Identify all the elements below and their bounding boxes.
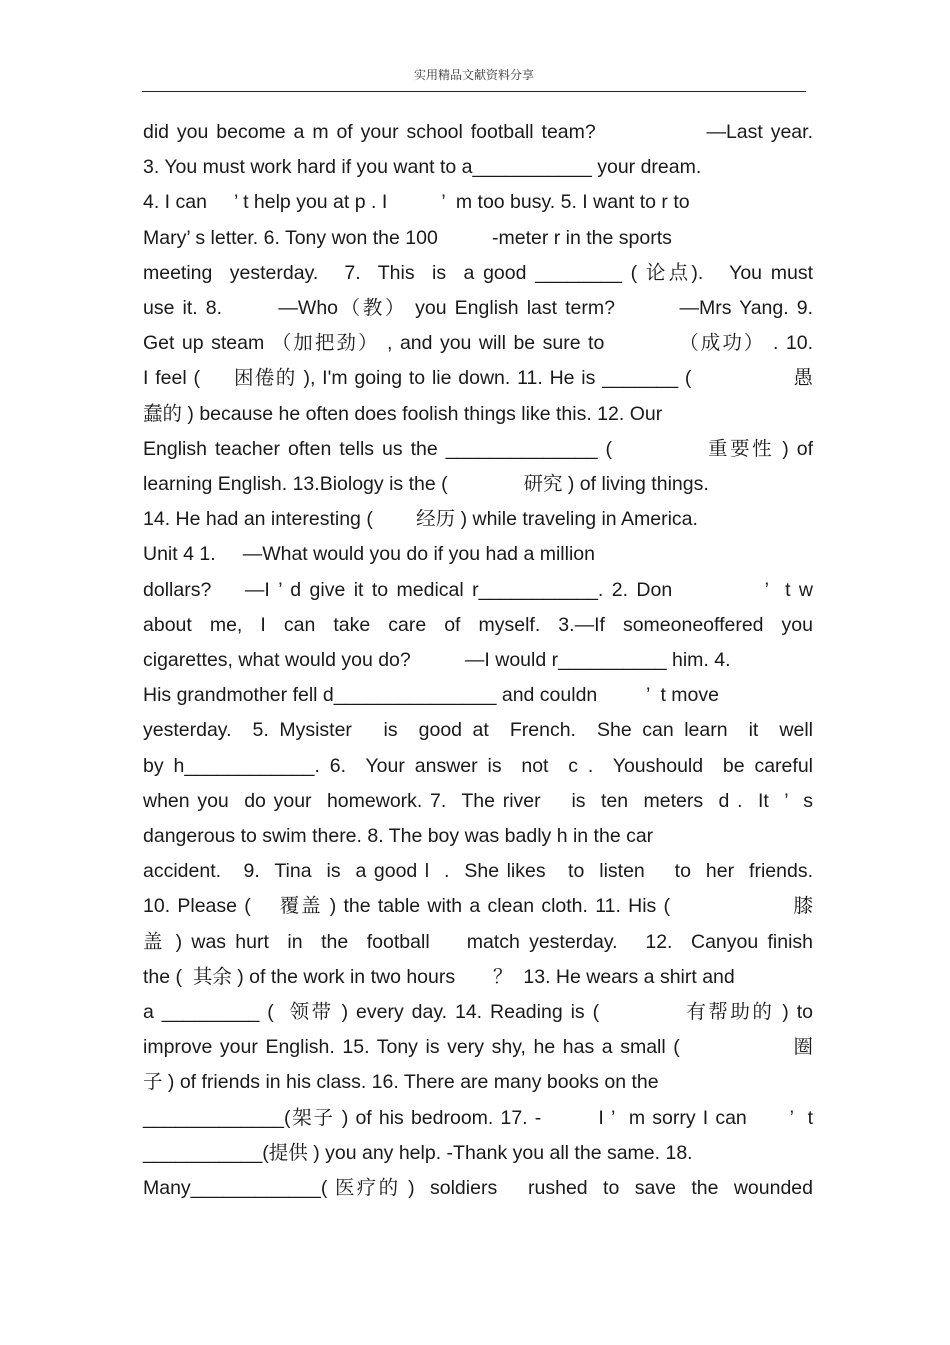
text-line: when you do your homework. 7. The river is ten meters d . It ’ s: [143, 789, 813, 812]
text-line: a _________ ( 领带 ) every day. 14. Reading is ( 有帮助的 ) to: [143, 1001, 813, 1023]
text-line: did you become a m of your school football team? —Last year.: [143, 121, 813, 143]
text-line: learning English. 13.Biology is the ( 研究 ) of living things.: [143, 473, 709, 495]
text-line: 盖 ) was hurt in the football match yesterday. 12. Canyou finish: [143, 930, 813, 953]
text-line: dangerous to swim there. 8. The boy was badly h in the car: [143, 825, 654, 847]
header-divider: [142, 91, 806, 92]
text-line: Many____________( 医疗的 ) soldiers rushed to save the wounded: [143, 1177, 813, 1199]
text-line: Unit 4 1. —What would you do if you had a million: [143, 543, 595, 566]
text-line: 4. I can ’ t help you at p . I ’ m too busy. 5. I want to r to: [143, 191, 690, 214]
text-line: cigarettes, what would you do? —I would r__________ him. 4.: [143, 649, 731, 671]
text-line: His grandmother fell d_______________ and couldn ’ t move: [143, 684, 719, 707]
text-line: by h____________. 6. Your answer is not c . Youshould be careful: [143, 754, 813, 777]
text-line: 3. You must work hard if you want to a___________ your dream.: [143, 156, 702, 179]
text-line: ___________(提供 ) you any help. -Thank you all the same. 18.: [143, 1141, 693, 1164]
text-line: I feel ( 困倦的 ), I'm going to lie down. 11. He is _______ ( 愚: [143, 367, 813, 390]
text-line: the ( 其余 ) of the work in two hours ？ 13. He wears a shirt and: [143, 965, 735, 988]
text-line: meeting yesterday. 7. This is a good ________ ( 论点). You must: [143, 261, 813, 284]
page-header: 实用精品文献资料分享: [413, 68, 534, 82]
text-line: Get up steam （加把劲） , and you will be sure to （成功） . 10.: [143, 332, 813, 355]
text-line: _____________(架子 ) of his bedroom. 17. - I ’ m sorry I can ’ t: [143, 1106, 813, 1129]
text-line: about me, I can take care of myself. 3.—If someoneoffered you: [143, 613, 813, 636]
text-line: 子 ) of friends in his class. 16. There are many books on the: [143, 1071, 659, 1094]
text-line: 10. Please ( 覆盖 ) the table with a clean cloth. 11. His ( 膝: [143, 895, 813, 918]
text-line: accident. 9. Tina is a good l . She likes to listen to her friends.: [143, 860, 813, 883]
text-line: English teacher often tells us the ______________ ( 重要性 ) of: [143, 437, 813, 460]
text-line: dollars? —I ’ d give it to medical r___________. 2. Don ’ t w: [143, 578, 813, 601]
text-line: use it. 8. —Who（教） you English last term? —Mrs Yang. 9.: [143, 297, 813, 319]
text-line: improve your English. 15. Tony is very shy, he has a small ( 圈: [143, 1036, 813, 1059]
text-line: 蠢的 ) because he often does foolish things like this. 12. Our: [143, 402, 663, 425]
text-line: yesterday. 5. Mysister is good at French. She can learn it well: [143, 719, 813, 742]
text-line: Mary’ s letter. 6. Tony won the 100 -meter r in the sports: [143, 226, 672, 249]
text-line: 14. He had an interesting ( 经历 ) while traveling in America.: [143, 508, 698, 531]
